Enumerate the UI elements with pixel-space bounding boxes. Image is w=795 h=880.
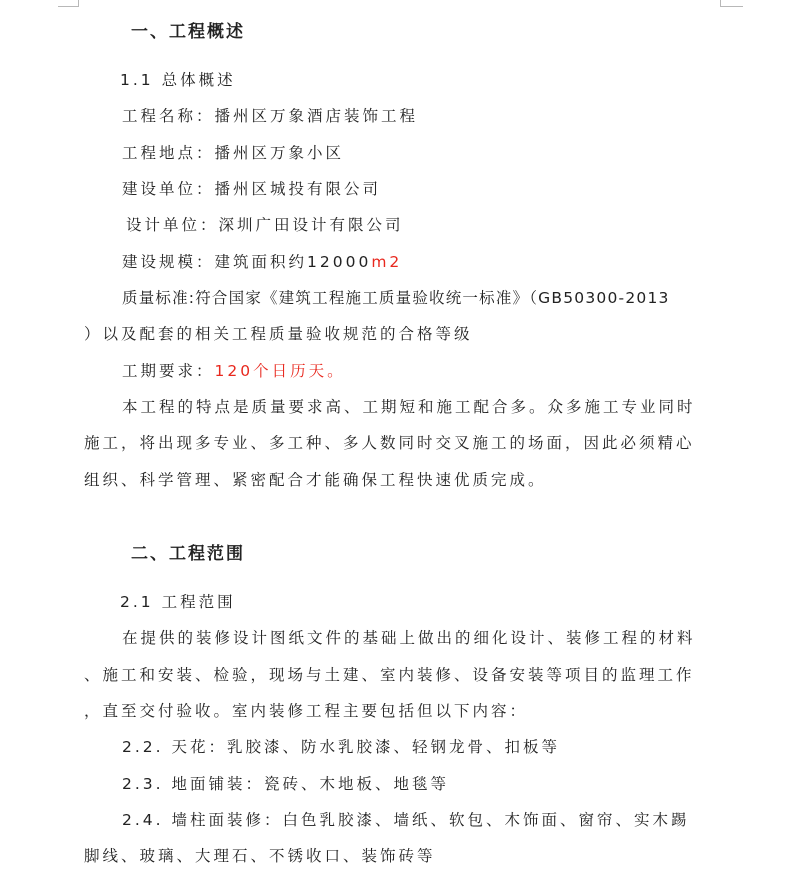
page-corner-mark-right	[720, 0, 743, 7]
feature-paragraph-line1: 本工程的特点是质量要求高、工期短和施工配合多。众多施工专业同时	[122, 398, 696, 416]
scope-paragraph-line2: 、施工和安装、检验，现场与土建、室内装修、设备安装等项目的监理工作	[84, 666, 695, 684]
quality-standard-line2: ）以及配套的相关工程质量验收规范的合格等级	[84, 325, 473, 343]
section2-subheading: 2.1 工程范围	[120, 593, 236, 611]
section2-heading: 二、工程范围	[131, 544, 245, 564]
design-unit: 设计单位：深圳广田设计有限公司	[126, 216, 404, 234]
construction-scale	[122, 252, 402, 272]
scope-paragraph-line3: ，直至交付验收。室内装修工程主要包括但以下内容：	[84, 702, 529, 720]
scale-label: 建设规模：建筑面积约12000	[122, 253, 372, 271]
section1-subheading: 1.1 总体概述	[120, 71, 236, 89]
period-value: 120个日历天。	[214, 362, 346, 380]
list-item-floor: 2.3. 地面铺装：瓷砖、木地板、地毯等	[122, 775, 450, 793]
project-name: 工程名称：播州区万象酒店装饰工程	[122, 107, 419, 125]
scope-paragraph-line1: 在提供的装修设计图纸文件的基础上做出的细化设计、装修工程的材料	[122, 629, 696, 647]
project-location: 工程地点：播州区万象小区	[122, 144, 345, 162]
section1-heading: 一、工程概述	[131, 22, 245, 42]
construction-unit: 建设单位：播州区城投有限公司	[122, 180, 382, 198]
list-item-wall-line2: 脚线、玻璃、大理石、不锈收口、装饰砖等	[84, 847, 436, 865]
period-label: 工期要求：	[122, 362, 215, 380]
feature-paragraph-line3: 组织、科学管理、紧密配合才能确保工程快速优质完成。	[84, 471, 547, 489]
page-corner-mark-left	[58, 0, 79, 7]
quality-standard-line1: 质量标准:符合国家《建筑工程施工质量验收统一标准》（GB50300-2013	[122, 289, 670, 307]
list-item-wall-line1: 2.4. 墙柱面装修：白色乳胶漆、墙纸、软包、木饰面、窗帘、实木踢	[122, 811, 690, 829]
construction-period	[122, 361, 346, 381]
list-item-ceiling: 2.2. 天花：乳胶漆、防水乳胶漆、轻钢龙骨、扣板等	[122, 738, 561, 756]
feature-paragraph-line2: 施工，将出现多专业、多工种、多人数同时交叉施工的场面，因此必须精心	[84, 434, 695, 452]
scale-unit: m2	[371, 253, 403, 271]
